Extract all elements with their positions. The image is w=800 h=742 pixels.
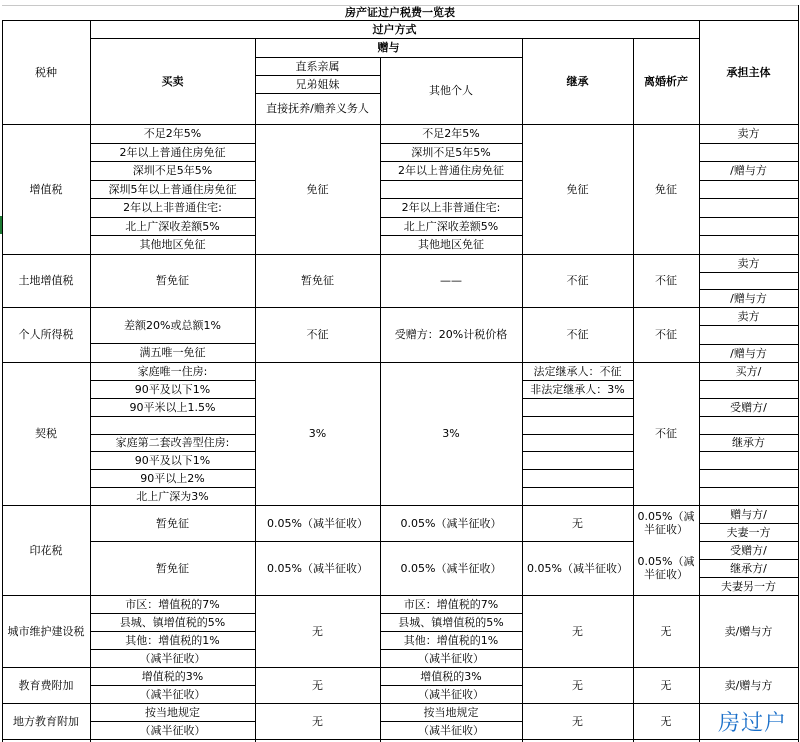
stamp-tax-gift-relatives-1: 0.05%（减半征收） (267, 561, 368, 575)
income-tax-bearer-2: /赠与方 (730, 346, 767, 360)
stamp-tax-bearer-3: 继承方/ (730, 561, 767, 575)
header-gift-relative-2: 直接抚养/赡养义务人 (266, 102, 369, 115)
city-tax-gift-others-0: 市区：增值税的7% (403, 597, 499, 611)
city-tax-gift-others-3: （减半征收） (418, 651, 484, 665)
city-tax-sale-3: （减半征收） (139, 651, 206, 665)
header-tax-type: 税种 (35, 65, 57, 79)
deed-tax-inheritance-5 (522, 451, 633, 469)
deed-tax-bearer-1 (699, 380, 798, 398)
local-edu-divorce: 无 (660, 714, 672, 728)
grid-line (798, 5, 799, 742)
stamp-tax-bearer-0: 赠与方/ (730, 507, 767, 521)
city-tax-gift-relatives: 无 (312, 624, 323, 638)
vat-sale-6: 其他地区免征 (139, 238, 206, 251)
land-vat-divorce: 不征 (655, 274, 677, 287)
header-gift-relative-1: 兄弟姐妹 (295, 77, 340, 91)
deed-tax-sale-5: 90平及以下1% (134, 453, 211, 467)
deed-tax-inheritance-3 (522, 416, 633, 434)
edu-surcharge-sale-0: 增值税的3% (141, 669, 204, 683)
income-tax-bearer-0: 卖方 (737, 309, 760, 323)
vat-bearer-0: 卖方 (737, 127, 760, 140)
edu-surcharge-divorce: 无 (660, 678, 672, 692)
stamp-tax-gift-others-1: 0.05%（减半征收） (400, 561, 502, 575)
city-tax-sale-2: 其他：增值税的1% (125, 633, 220, 647)
deed-tax-gift-others: 3% (442, 427, 460, 440)
vat-name: 增值税 (29, 182, 63, 196)
city-tax-inheritance: 无 (572, 624, 583, 638)
stamp-tax-gift-others-0: 0.05%（减半征收） (400, 516, 502, 530)
vat-bearer-4 (699, 198, 798, 217)
vat-bearer-3 (699, 180, 798, 198)
stamp-tax-sale-1: 暂免征 (156, 561, 189, 575)
edu-surcharge-inheritance: 无 (572, 678, 583, 692)
deed-tax-sale-3 (90, 416, 255, 434)
local-edu-name: 地方教育附加 (13, 714, 79, 728)
vat-sale-1: 2年以上普通住房免征 (119, 145, 226, 159)
income-tax-bearer-1 (699, 325, 798, 344)
vat-sale-0: 不足2年5% (143, 127, 202, 140)
stamp-tax-divorce-1: 0.05%（减半征收） (637, 555, 695, 581)
deed-tax-bearer-4: 继承方 (732, 436, 765, 449)
deed-tax-sale-4: 家庭第二套改善型住房: (115, 436, 230, 449)
deed-tax-divorce: 不征 (655, 427, 677, 440)
deed-tax-inheritance-0: 法定继承人：不征 (533, 364, 622, 378)
deed-tax-inheritance-6 (522, 469, 633, 487)
stamp-tax-inheritance-0: 无 (572, 516, 583, 530)
stamp-tax-bearer-4: 夫妻另一方 (721, 579, 776, 593)
edu-surcharge-name: 教育费附加 (18, 678, 74, 692)
deed-tax-sale-2: 90平米以上1.5% (129, 400, 216, 414)
deed-tax-inheritance-1: 非法定继承人：3% (530, 382, 625, 396)
land-vat-name: 土地增值税 (18, 274, 74, 287)
header-transfer-method: 过户方式 (372, 22, 417, 36)
deed-tax-bearer-0: 买方/ (735, 364, 762, 378)
grid-line (2, 739, 799, 740)
vat-sale-5: 北上广深收差额5% (125, 219, 220, 233)
deed-tax-inheritance-4 (522, 434, 633, 451)
stamp-tax-divorce-0: 0.05%（减半征收） (637, 510, 695, 536)
vat-sale-4: 2年以上非普通住宅: (123, 201, 222, 214)
land-vat-gift-others: —— (440, 274, 462, 287)
stamp-tax-bearer-2: 受赠方/ (730, 543, 767, 557)
vat-gift-others-6: 其他地区免征 (418, 238, 484, 251)
vat-gift-others-3 (380, 180, 522, 198)
vat-bearer-6 (699, 235, 798, 254)
edu-surcharge-gift-relatives: 无 (312, 678, 323, 692)
local-edu-sale-1: （减半征收） (139, 723, 206, 737)
city-tax-name: 城市维护建设税 (7, 624, 85, 638)
header-gift-others: 其他个人 (429, 84, 473, 97)
stamp-tax-inheritance-1: 0.05%（减半征收） (527, 561, 628, 575)
land-vat-inheritance: 不征 (566, 274, 589, 287)
vat-gift-others-2: 2年以上普通住房免征 (398, 164, 504, 177)
income-tax-sale-1: 满五唯一免征 (139, 346, 206, 359)
deed-tax-bearer-5 (699, 451, 798, 469)
deed-tax-bearer-2: 受赠方/ (730, 400, 767, 414)
local-edu-gift-relatives: 无 (312, 714, 323, 728)
deed-tax-sale-1: 90平及以下1% (134, 382, 211, 396)
vat-gift-relatives: 免征 (306, 182, 329, 196)
vat-gift-others-5: 北上广深收差额5% (403, 219, 499, 233)
edu-surcharge-gift-others-0: 增值税的3% (420, 669, 482, 683)
land-vat-bearer-1 (699, 272, 798, 289)
deed-tax-bearer-7 (699, 487, 798, 505)
income-tax-inheritance: 不征 (566, 328, 589, 341)
income-tax-name: 个人所得税 (18, 328, 74, 341)
vat-bearer-1 (699, 143, 798, 161)
deed-tax-inheritance-7 (522, 487, 633, 505)
deed-tax-inheritance-2 (522, 398, 633, 416)
land-vat-bearer-0: 卖方 (737, 256, 760, 270)
watermark-logo: 房过户 (718, 711, 788, 736)
local-edu-gift-others-0: 按当地规定 (423, 705, 479, 719)
vat-bearer-5 (699, 217, 798, 235)
land-vat-gift-relatives: 暂免征 (301, 274, 334, 287)
deed-tax-gift-relatives: 3% (308, 427, 327, 440)
vat-gift-others-0: 不足2年5% (422, 127, 480, 140)
city-tax-bearer: 卖/赠与方 (724, 624, 773, 638)
vat-sale-2: 深圳不足5年5% (132, 164, 213, 177)
vat-divorce: 免征 (655, 182, 677, 196)
income-tax-gift-others: 受赠方：20%计税价格 (394, 328, 508, 341)
header-gift-relative-0: 直系亲属 (295, 59, 340, 73)
header-divorce: 离婚析产 (644, 74, 688, 88)
header-gift: 赠与 (377, 41, 400, 54)
income-tax-gift-relatives: 不征 (306, 328, 329, 341)
deed-tax-sale-7: 北上广深为3% (136, 489, 209, 503)
local-edu-inheritance: 无 (572, 714, 583, 728)
vat-sale-3: 深圳5年以上普通住房免征 (108, 182, 237, 196)
edu-surcharge-sale-1: （减半征收） (139, 687, 206, 701)
city-tax-gift-others-2: 其他：增值税的1% (403, 633, 499, 647)
deed-tax-sale-0: 家庭唯一住房: (137, 364, 208, 378)
header-sale: 买卖 (161, 74, 184, 88)
city-tax-divorce: 无 (660, 624, 672, 638)
deed-tax-bearer-3 (699, 416, 798, 434)
vat-gift-others-4: 2年以上非普通住宅: (401, 201, 501, 214)
city-tax-gift-others-1: 县城、镇增值税的5% (398, 615, 504, 629)
land-vat-bearer-2: /赠与方 (730, 291, 767, 305)
stamp-tax-name: 印花税 (29, 543, 63, 557)
edu-surcharge-bearer: 卖/赠与方 (724, 678, 773, 692)
local-edu-gift-others-1: （减半征收） (418, 723, 484, 737)
deed-tax-name: 契税 (35, 427, 57, 440)
city-tax-sale-0: 市区：增值税的7% (125, 597, 220, 611)
deed-tax-sale-6: 90平以上2% (140, 471, 205, 485)
stamp-tax-bearer-1: 夫妻一方 (726, 525, 771, 539)
vat-gift-others-1: 深圳不足5年5% (411, 145, 491, 159)
local-edu-sale-0: 按当地规定 (145, 705, 200, 719)
income-tax-divorce: 不征 (655, 328, 677, 341)
edu-surcharge-gift-others-1: （减半征收） (418, 687, 484, 701)
stamp-tax-gift-relatives-0: 0.05%（减半征收） (267, 516, 368, 530)
city-tax-sale-1: 县城、镇增值税的5% (119, 615, 226, 629)
header-bearer: 承担主体 (726, 65, 771, 79)
land-vat-sale: 暂免征 (156, 274, 189, 287)
deed-tax-bearer-6 (699, 469, 798, 487)
vat-bearer-2: /赠与方 (730, 164, 767, 177)
income-tax-sale-0: 差额20%或总额1% (124, 318, 221, 332)
stamp-tax-sale-0: 暂免征 (156, 516, 189, 530)
vat-inheritance: 免征 (566, 182, 589, 196)
table-title: 房产证过户税费一览表 (345, 6, 455, 19)
header-inheritance: 继承 (566, 74, 589, 88)
